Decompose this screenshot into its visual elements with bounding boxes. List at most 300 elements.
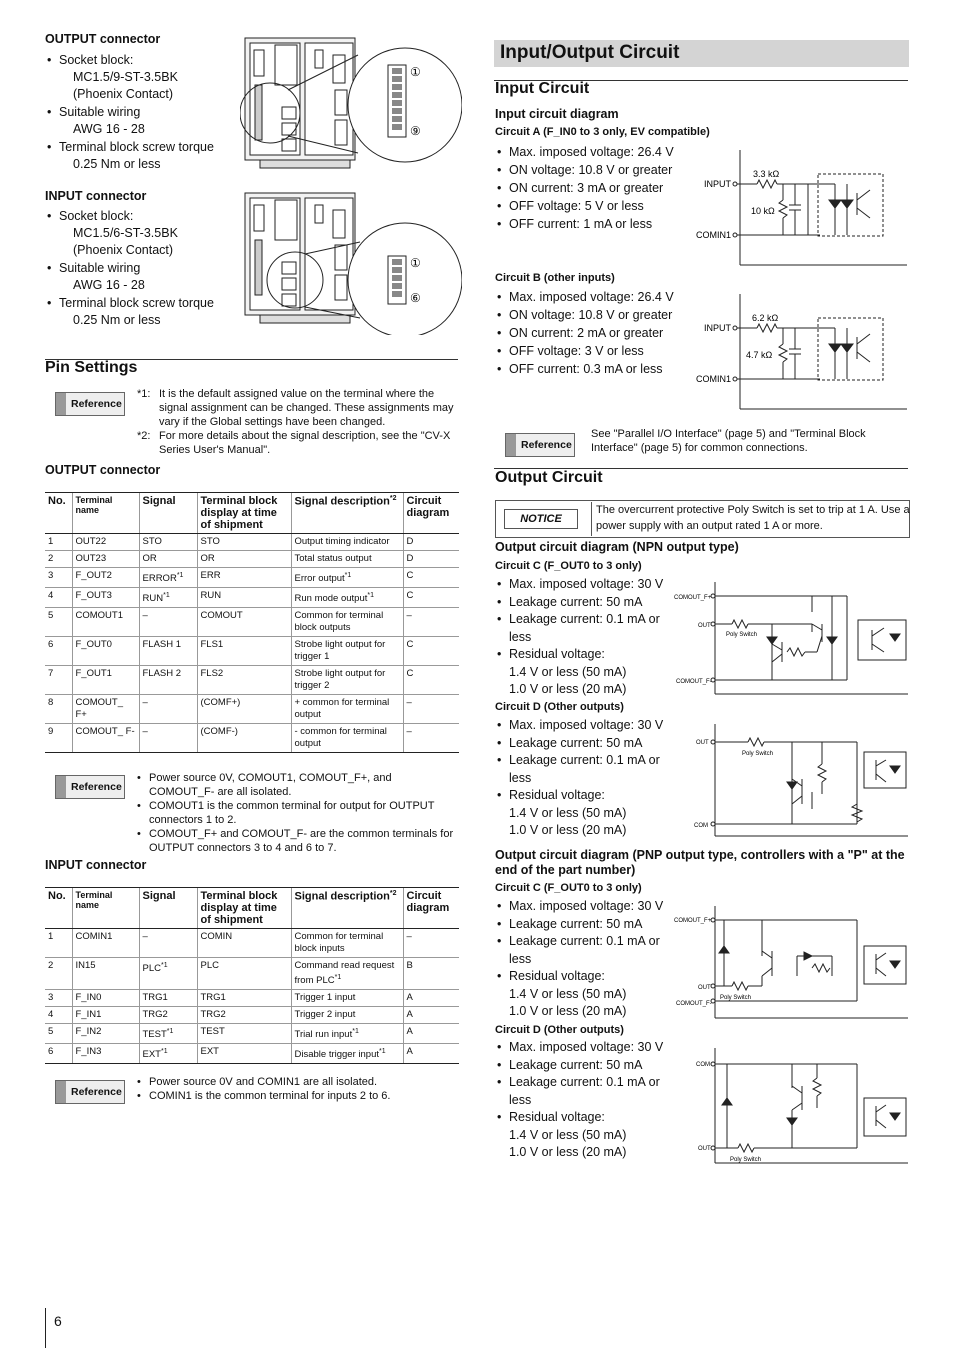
input-connector-heading: INPUT connector [45,189,147,203]
spec-item: • ON voltage: 10.8 V or greater [495,306,695,324]
spec-item: • Max. imposed voltage: 30 V [495,576,670,594]
cell-text: 2 [48,960,54,971]
reference-badge [505,433,575,457]
col-header-sup: *2 [389,495,397,502]
table-cell [139,990,197,1007]
cell-text: 6 [48,1046,54,1058]
spec-value: (Phoenix Contact) [73,243,174,257]
spec-item: • ON current: 2 mA or greater [495,324,695,342]
table-cell [403,666,459,695]
pnp-circuit-c-label: Circuit C (F_OUT0 to 3 only) [495,882,642,894]
table-cell [45,588,72,608]
cell-text: Common for terminal block inputs [294,931,384,954]
table-cell [291,990,403,1007]
io-circuit-title-bar [494,40,909,67]
table-cell [403,929,459,958]
col-header: No. [45,888,72,929]
cell-text: COMOUT [200,610,243,622]
table-row [45,608,459,637]
col-header: Terminal block display at time of shipment [197,493,291,534]
input-table-heading: INPUT connector [45,858,147,872]
spec-item: • Residual voltage: [495,1109,670,1127]
circuit-b-specs [495,288,695,378]
r2-label: 4.7 kΩ [746,350,773,360]
cell-footnote-mark: *1 [160,962,168,969]
controller-input-connector-image [240,190,462,335]
table-cell [291,724,403,753]
residual-value: 1.0 V or less (20 mA) [509,1145,627,1159]
spec-label: • Terminal block screw torque [45,138,235,156]
table-cell [197,568,291,588]
table-cell [403,1044,459,1064]
cell-text: COMIN [200,931,233,942]
input-connector-specs [45,207,235,329]
spec-item: • OFF voltage: 3 V or less [495,342,695,360]
table-cell [45,568,72,588]
table-cell [139,568,197,588]
spec-value: AWG 16 - 28 [73,122,145,136]
table-cell [291,695,403,724]
table-cell [72,1007,139,1024]
npn-circuit-c-diagram [672,582,910,697]
col-header-sup: *2 [389,890,397,897]
cell-text: 4 [48,590,54,602]
table-cell [403,588,459,608]
table-row [45,1024,459,1044]
reference-label: Reference [71,398,122,410]
table-cell [45,637,72,666]
cell-text: 7 [48,668,54,680]
controller-output-connector-image [240,35,462,185]
cell-text: – [406,697,412,709]
output-reference-notes [135,771,460,855]
spec-item: • Residual voltage: [495,787,670,805]
spec-item: • ON current: 3 mA or greater [495,179,695,197]
cell-text: A [406,1009,413,1021]
cell-text: 3 [48,570,54,581]
cell-text: - common for terminal output [294,726,387,750]
residual-value: 1.0 V or less (20 mA) [509,1004,627,1018]
table-cell [197,724,291,753]
cell-footnote-mark: *1 [352,1028,359,1036]
table-cell [139,588,197,608]
npn-circuit-c-specs [495,576,670,699]
spec-item: • Residual voltage: [495,968,670,986]
cell-footnote-mark: *1 [166,1028,174,1036]
cell-text: Trigger 1 input [294,992,356,1004]
npn-circuit-c-label: Circuit C (F_OUT0 to 3 only) [495,560,642,572]
table-cell [403,1024,459,1044]
table-row [45,637,459,666]
spec-value: MC1.5/6-ST-3.5BK [73,226,178,240]
table-cell [291,666,403,695]
cell-text: EXT [200,1046,219,1058]
cell-text: Strobe light output for trigger 2 [294,668,386,692]
table-cell [45,551,72,568]
npn-diagram-heading: Output circuit diagram (NPN output type) [495,540,739,554]
residual-value: 1.0 V or less (20 mA) [509,823,627,837]
reference-badge [55,1080,125,1104]
cell-footnote-mark: *1 [160,1048,168,1056]
pin-1-marker: ① [410,256,421,270]
table-cell [45,990,72,1007]
cell-footnote-mark: *1 [176,572,184,579]
spec-value: 0.25 Nm or less [73,157,161,171]
cell-text: ERROR [142,573,177,585]
spec-label: • Suitable wiring [45,259,235,277]
comin-terminal-label: COMIN1 [696,230,732,240]
cell-text: OUT23 [75,553,107,564]
spec-item: • OFF current: 0.3 mA or less [495,360,695,378]
col-header: Terminal name [72,493,139,534]
table-cell [45,695,72,724]
col-header: Circuit diagram [403,493,459,534]
table-cell [403,637,459,666]
table-cell [139,1024,197,1044]
table-cell [72,990,139,1007]
table-cell [72,551,139,568]
table-cell [45,724,72,753]
pin-settings-notes [137,387,459,457]
table-cell [403,1007,459,1024]
cell-text: 5 [48,610,54,622]
residual-value: 1.0 V or less (20 mA) [509,682,627,696]
cell-text: – [142,726,148,738]
table-cell [291,534,403,551]
table-cell [197,695,291,724]
spec-item: • Max. imposed voltage: 30 V [495,717,670,735]
cell-text: F_IN1 [75,1009,102,1021]
table-cell [291,588,403,608]
table-cell [403,695,459,724]
spec-item: • Leakage current: 50 mA [495,916,670,934]
table-row [45,534,459,551]
npn-circuit-d-label: Circuit D (Other outputs) [495,701,624,713]
cell-footnote-mark: *1 [163,592,170,600]
cell-footnote-mark: *1 [367,592,375,600]
table-cell [45,1007,72,1024]
table-cell [403,958,459,990]
table-cell [291,1007,403,1024]
ref-note: • Power source 0V and COMIN1 are all isolated. [135,1075,460,1089]
table-cell [45,1044,72,1064]
spec-item: • ON voltage: 10.8 V or greater [495,161,695,179]
poly-switch-label: Poly Switch [726,632,758,638]
spec-value: (Phoenix Contact) [73,87,174,101]
output-circuit-title: Output Circuit [495,469,603,486]
input-reference-text: See "Parallel I/O Interface" (page 5) and "Terminal Block Interface" (page 5) for common connections. [591,428,866,454]
table-cell [45,1024,72,1044]
table-cell [403,551,459,568]
ref-note: • Power source 0V, COMOUT1, COMOUT_F+, and COMOUT_F- are all isolated. [135,771,460,799]
cell-text: Trial run input [294,1029,353,1041]
terminal-label: OUT [698,623,711,629]
table-cell [139,534,197,551]
table-cell [197,958,291,990]
table-cell [291,1044,403,1064]
output-table-heading: OUTPUT connector [45,463,161,477]
cell-text: Disable trigger input [294,1049,379,1061]
cell-text: Total status output [294,553,372,564]
col-header-text: Signal description [294,890,390,903]
cell-text: FLS1 [200,639,224,651]
table-cell [403,990,459,1007]
table-cell [72,534,139,551]
cell-text: C [406,639,414,651]
pin-9-marker: ⑨ [410,124,421,138]
reference-label: Reference [71,781,122,793]
table-cell [291,1024,403,1044]
cell-text: OUT22 [75,536,107,547]
cell-text: 3 [48,992,54,1004]
table-cell [197,1044,291,1064]
table-cell [72,637,139,666]
terminal-label: OUT [698,985,711,991]
reference-label: Reference [521,439,572,451]
terminal-label: COMOUT_F+ [674,595,712,601]
cell-text: F_OUT1 [75,668,112,680]
pin-1-marker: ① [410,65,421,79]
cell-footnote-mark: *1 [379,1048,386,1056]
spec-item: • Leakage current: 50 mA [495,1057,670,1075]
pnp-circuit-c-specs [495,898,670,1021]
table-row [45,1044,459,1064]
table-cell [139,929,197,958]
ref-note: • COMIN1 is the common terminal for inputs 2 to 6. [135,1089,460,1103]
terminal-label: COMOUT_F+ [674,918,712,924]
table-cell [45,958,72,990]
table-cell [197,666,291,695]
cell-text: 5 [48,1026,54,1038]
cell-text: PLC [142,963,161,975]
table-cell [45,534,72,551]
input-terminal-label: INPUT [704,323,731,333]
table-cell [72,695,139,724]
circuit-b-diagram [695,294,910,412]
cell-text: F_IN2 [75,1026,102,1038]
cell-text: 6 [48,639,54,651]
table-cell [403,568,459,588]
cell-text: Run mode output [294,593,368,605]
table-cell [72,666,139,695]
spec-label: • Socket block: [45,207,235,225]
cell-text: A [406,1046,413,1058]
table-cell [197,929,291,958]
table-cell [139,695,197,724]
terminal-label: OUT [698,1146,711,1152]
circuit-a-label: Circuit A (F_IN0 to 3 only, EV compatible) [495,126,710,138]
table-cell [291,929,403,958]
cell-text: COMIN1 [75,931,113,942]
cell-text: F_OUT3 [75,590,112,602]
cell-text: – [406,726,412,738]
residual-value: 1.4 V or less (50 mA) [509,664,627,679]
table-cell [45,666,72,695]
spec-item: • Leakage current: 0.1 mA or less [495,752,670,787]
cell-text: RUN [142,593,164,605]
table-row [45,958,459,990]
pnp-circuit-d-label: Circuit D (Other outputs) [495,1024,624,1036]
spec-item: • OFF current: 1 mA or less [495,215,695,233]
table-cell [139,666,197,695]
page-number-divider [45,1308,46,1348]
circuit-b-label: Circuit B (other inputs) [495,272,615,284]
pnp-circuit-d-diagram [672,1048,910,1166]
table-cell [45,929,72,958]
input-circuit-title: Input Circuit [495,80,590,97]
terminal-label: COMOUT_F- [676,1001,712,1007]
spec-item: • Leakage current: 0.1 mA or less [495,933,670,968]
table-cell [45,608,72,637]
col-header: No. [45,493,72,534]
table-cell [139,1044,197,1064]
table-cell [139,724,197,753]
cell-text: (COMF-) [200,726,238,738]
spec-label: • Socket block: [45,51,235,69]
col-header: Terminal block display at time of shipment [197,888,291,929]
pnp-circuit-c-diagram [672,906,910,1021]
table-cell [72,588,139,608]
cell-text: F_OUT0 [75,639,112,651]
input-terminal-label: INPUT [704,179,731,189]
table-row [45,695,459,724]
table-cell [197,1007,291,1024]
table-cell [291,568,403,588]
spec-item: • Max. imposed voltage: 26.4 V [495,143,695,161]
cell-text: Output timing indicator [294,536,390,547]
spec-item: • Max. imposed voltage: 30 V [495,1039,670,1057]
cell-text: – [406,931,412,942]
poly-switch-label: Poly Switch [730,1157,762,1163]
table-cell [72,1044,139,1064]
cell-text: IN15 [75,960,96,971]
cell-text: COMOUT_ F- [75,726,135,738]
table-cell [72,568,139,588]
npn-circuit-d-specs [495,717,670,840]
spec-item: • Leakage current: 0.1 mA or less [495,1074,670,1109]
cell-text: Strobe light output for trigger 1 [294,639,386,663]
table-cell [291,551,403,568]
table-row [45,1007,459,1024]
cell-text: STO [200,536,220,547]
note-mark: *2: [137,430,151,442]
ref-note: • COMOUT_F+ and COMOUT_F- are the common terminals for OUTPUT connectors 3 to 4 and 6 to 7. [135,827,460,855]
cell-text: C [406,570,414,581]
table-cell [139,1007,197,1024]
cell-text: TRG1 [142,992,168,1004]
table-row [45,551,459,568]
output-connector-specs [45,51,235,173]
cell-text: COMOUT_ F+ [75,697,123,721]
note-text: For more details about the signal description, see the "CV-X Series User's Manual". [159,430,451,456]
pin-settings-title: Pin Settings [45,359,138,376]
cell-text: D [406,553,414,564]
cell-text: TEST [142,1029,167,1041]
table-cell [72,608,139,637]
r1-label: 6.2 kΩ [752,313,779,323]
table-cell [139,608,197,637]
table-cell [197,608,291,637]
reference-badge [55,392,125,416]
reference-label: Reference [71,1086,122,1098]
table-cell [72,958,139,990]
r1-label: 3.3 kΩ [753,169,780,179]
spec-value: 0.25 Nm or less [73,313,161,327]
circuit-a-specs [495,143,695,233]
cell-text: F_IN3 [75,1046,102,1058]
cell-footnote-mark: *1 [334,974,342,981]
table-cell [291,958,403,990]
col-header [291,888,403,929]
cell-text: C [406,668,414,680]
residual-value: 1.4 V or less (50 mA) [509,1127,627,1142]
spec-item: • Residual voltage: [495,646,670,664]
spec-item: • Leakage current: 50 mA [495,594,670,612]
spec-item: • OFF voltage: 5 V or less [495,197,695,215]
poly-switch-label: Poly Switch [742,751,774,757]
residual-value: 1.4 V or less (50 mA) [509,986,627,1001]
spec-item: • Leakage current: 0.1 mA or less [495,611,670,646]
terminal-label: COM [694,823,708,829]
poly-switch-label: Poly Switch [720,995,752,1001]
cell-text: OR [142,553,157,564]
cell-text: A [406,1026,413,1038]
cell-text: F_OUT2 [75,570,112,581]
col-header [291,493,403,534]
table-cell [403,608,459,637]
table-row [45,666,459,695]
cell-text: – [406,610,412,622]
cell-text: 2 [48,553,54,564]
cell-text: TRG2 [142,1009,168,1021]
cell-text: 1 [48,931,54,942]
table-cell [197,588,291,608]
cell-text: + common for terminal output [294,697,390,721]
terminal-label: OUT [696,740,709,746]
terminal-label: COMOUT_F- [676,679,712,685]
cell-text: D [406,536,414,547]
cell-text: TRG2 [200,1009,226,1021]
cell-text: FLASH 2 [142,668,182,680]
spec-label: • Suitable wiring [45,103,235,121]
col-header: Signal [139,888,197,929]
cell-text: FLS2 [200,668,224,680]
cell-text: A [406,992,413,1004]
table-cell [139,958,197,990]
reference-badge [55,775,125,799]
cell-text: Common for terminal block outputs [294,610,384,634]
table-row [45,929,459,958]
note-mark: *1: [137,388,151,400]
col-header: Terminal name [72,888,139,929]
table-row [45,588,459,608]
ref-note: • COMOUT1 is the common terminal for output for OUTPUT connectors 1 to 2. [135,799,460,827]
pnp-circuit-d-specs [495,1039,670,1162]
cell-text: 1 [48,536,54,547]
cell-text: 9 [48,726,54,738]
cell-text: TEST [200,1026,225,1038]
page-number: 6 [54,1313,62,1329]
notice-text: The overcurrent protective Poly Switch is set to trip at 1 A. Use a power supply with an output rated 1 A or more. [591,502,910,536]
circuit-a-diagram [695,150,910,268]
spec-item: • Max. imposed voltage: 30 V [495,898,670,916]
cell-text: F_IN0 [75,992,102,1004]
table-cell [197,990,291,1007]
table-cell [139,637,197,666]
input-circuit-diagram-heading: Input circuit diagram [495,107,619,121]
page-title: Input/Output Circuit [500,42,680,63]
spec-value: MC1.5/9-ST-3.5BK [73,70,178,84]
